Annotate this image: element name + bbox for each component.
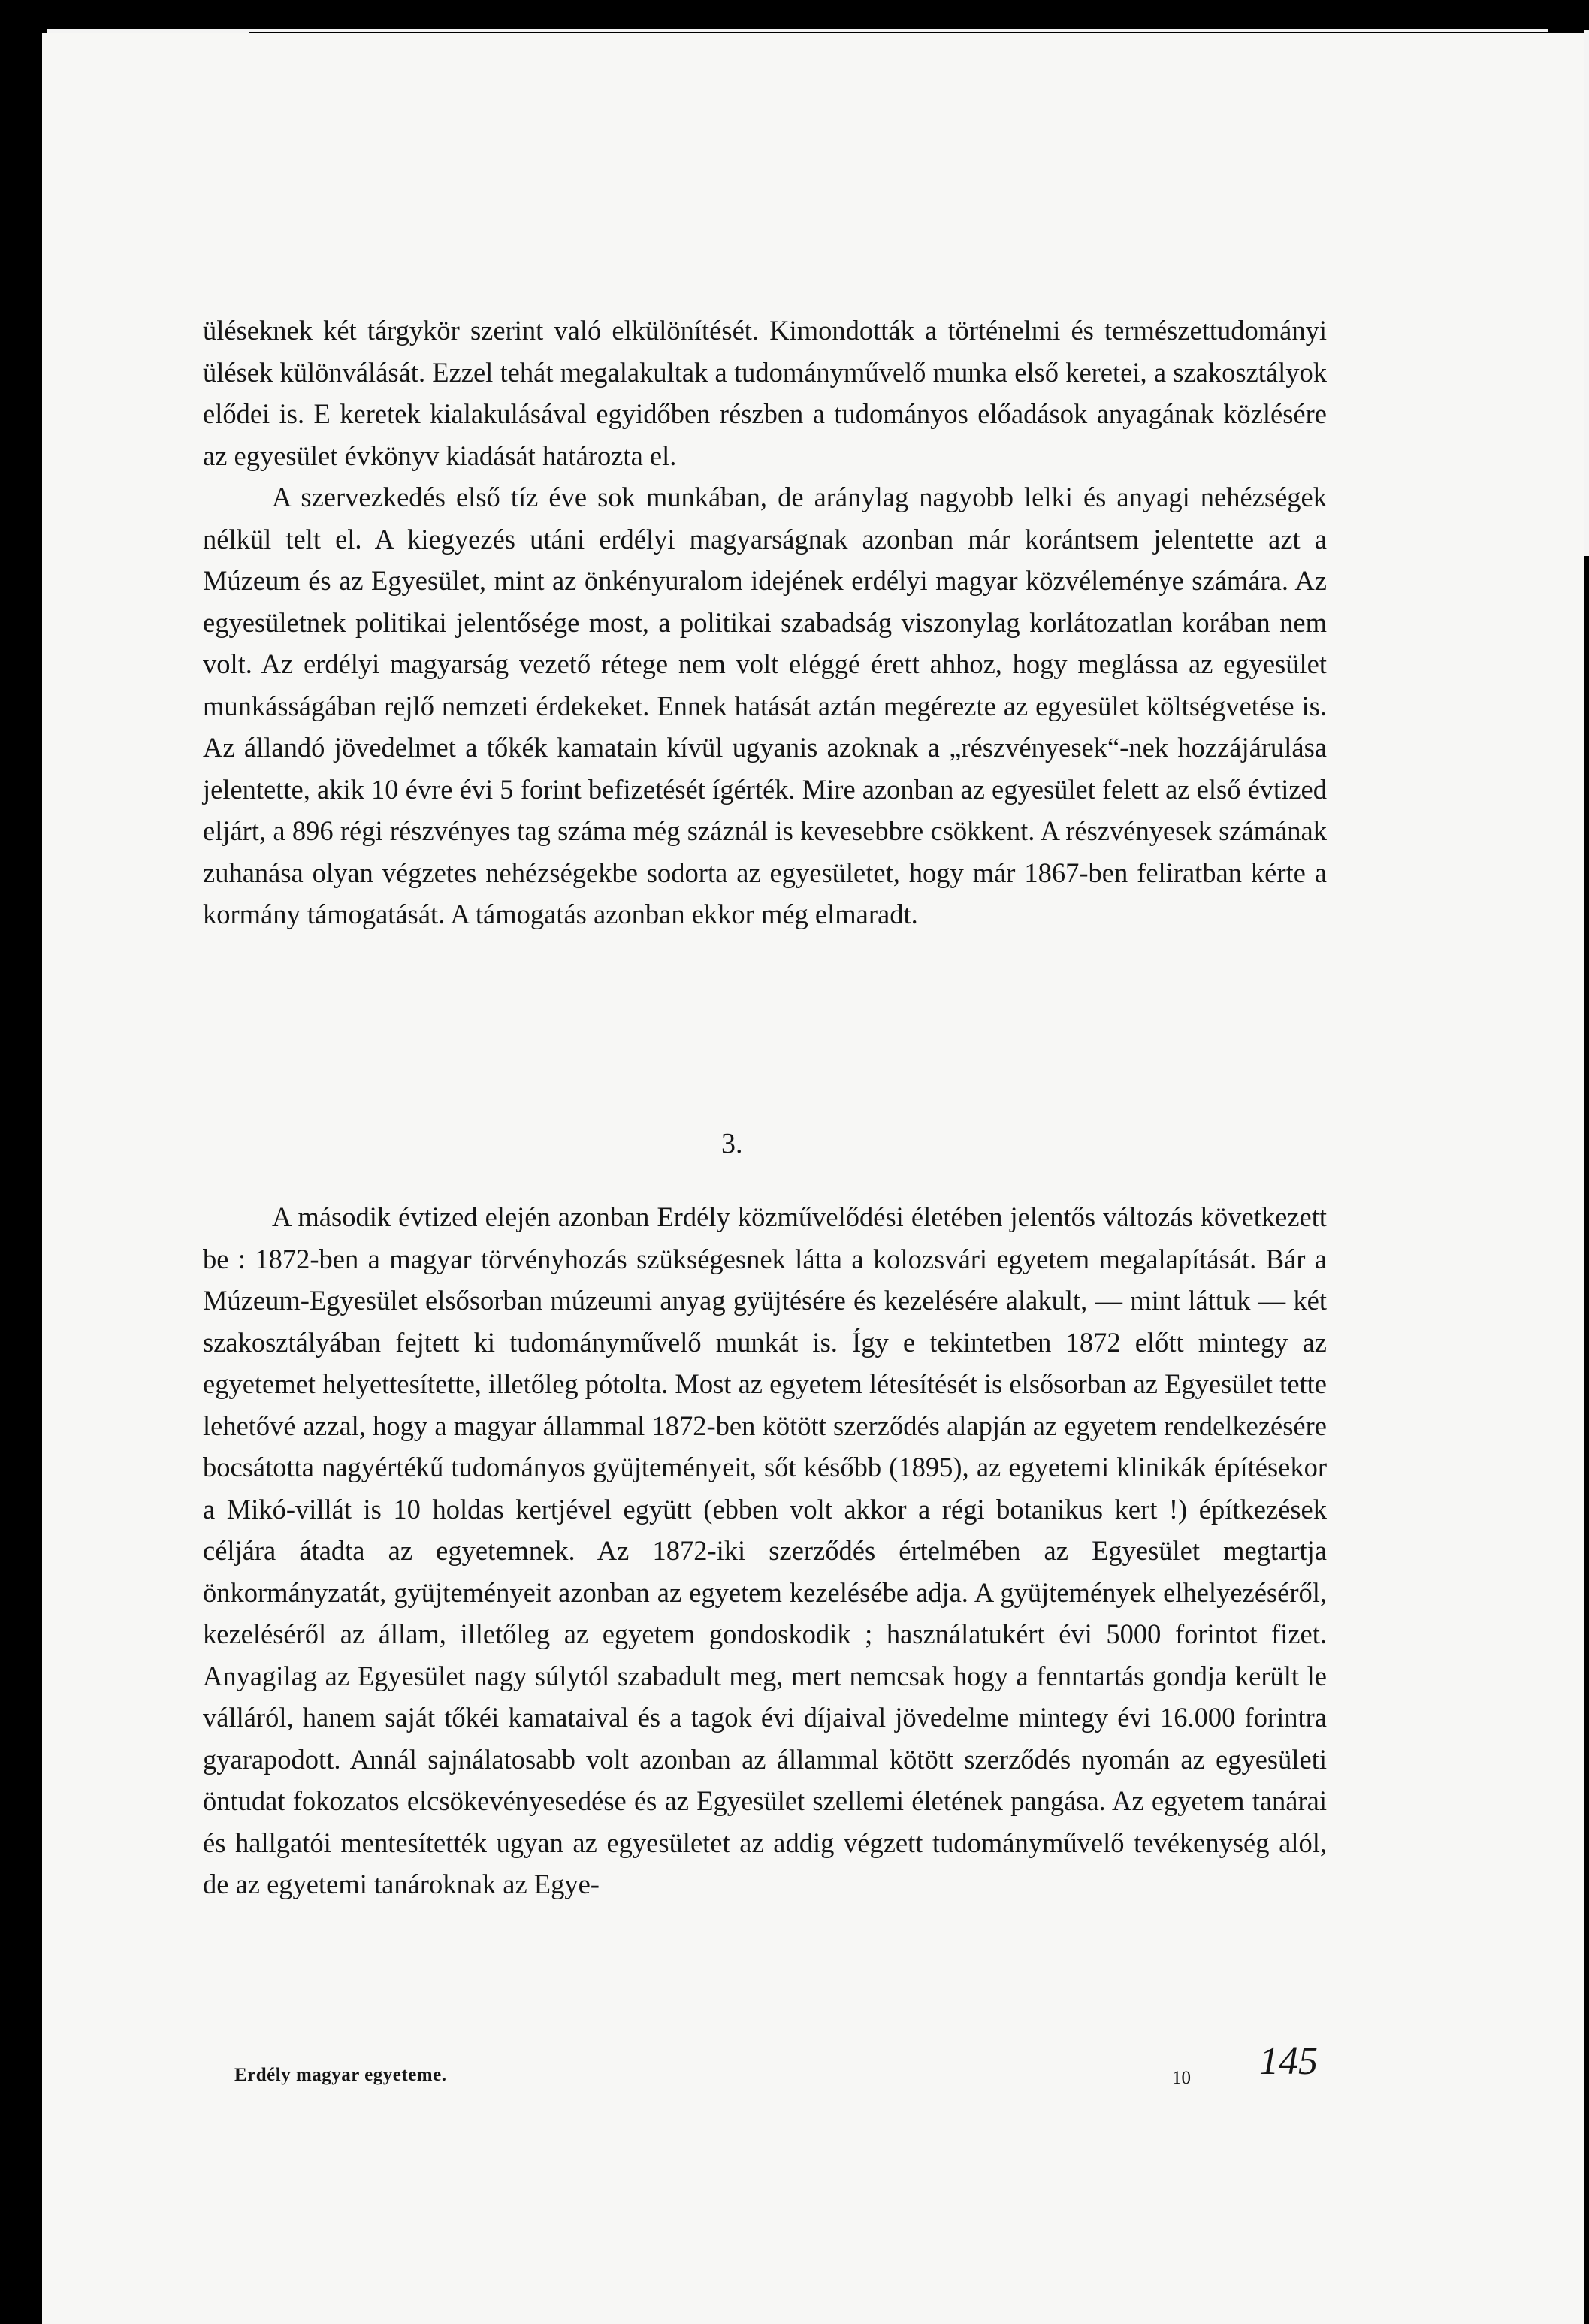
running-footer-title: Erdély magyar egyeteme. [234,2065,447,2085]
paragraph-1: üléseknek két tárgykör szerint való elkülönítését. Kimondották a történelmi és természettudományi ülések különválását. Ezzel tehát megalakultak a tudományművelő munka első keretei, a szakosztályok elődei is. E keretek kialakulásával egyidőben részben a tudományos előadások anyagának közlésére az egyesület évkönyv kiadását határozta el. [203,315,1327,471]
body-text-section-3 [203,1196,1327,1905]
page-number: 145 [1259,2040,1318,2083]
scan-right-edge [1584,30,1589,556]
scan-top-edge [47,29,1548,32]
body-text-section-2-end [203,310,1327,935]
section-heading-number: 3. [721,1128,743,1159]
paragraph-2: A szervezkedés első tíz éve sok munkában, de aránylag nagyobb lelki és anyagi nehézségek nélkül telt el. A kiegyezés utáni erdélyi magyarságnak azonban már korántsem jelentette azt a Múzeum és az Egyesület, mint az önkényuralom idejének erdélyi magyar közvéleménye számára. Az egyesületnek politikai jelentősége most, a politikai szabadság viszonylag korlátozatlan korában nem volt. Az erdélyi magyarság vezető rétege nem volt eléggé érett ahhoz, hogy meglássa az egyesület munkásságában rejlő nemzeti érdekeket. Ennek hatását aztán megérezte az egyesület költségvetése is. Az állandó jövedelmet a tőkék kamatain kívül ugyanis azoknak a „részvényesek“-nek hozzájárulása jelentette, akik 10 évre évi 5 forint befizetését ígérték. Mire azonban az egyesület felett az első évtized eljárt, a 896 régi részvényes tag száma még száznál is kevesebbre csökkent. A részvényesek számának zuhanása olyan végzetes nehézségekbe sodorta az egyesületet, hogy már 1867-ben feliratban kérte a kormány támogatását. A támogatás azonban ekkor még elmaradt. [203,482,1327,929]
printer-signature-mark: 10 [1172,2068,1191,2088]
paragraph-3: A második évtized elején azonban Erdély közművelődési életében jelentős változás következett be : 1872-ben a magyar törvényhozás szükségesnek látta a kolozsvári egyetem megalapítását. Bár a Múzeum-Egyesület elsősorban múzeumi anyag gyüjtésére és kezelésére alakult, — mint láttuk — két szakosztályában fejtett ki tudományművelő munkát is. Így e tekintetben 1872 előtt mintegy az egyetemet helyettesítette, illetőleg pótolta. Most az egyetem létesítését is elsősorban az Egyesület tette lehetővé azzal, hogy a magyar állammal 1872-ben kötött szerződés alapján az egyetem rendelkezésére bocsátotta nagyértékű tudományos gyüjteményeit, sőt később (1895), az egyetemi klinikák építésekor a Mikó-villát is 10 holdas kertjével együtt (ebben volt akkor a régi botanikus kert !) építkezések céljára átadta az egyetemnek. Az 1872-iki szerződés értelmében az Egyesület megtartja önkormányzatát, gyüjteményeit azonban az egyetem kezelésébe adja. A gyüjtemények elhelyezéséről, kezeléséről az állam, illetőleg az egyetem gondoskodik ; használatukért évi 5000 forintot fizet. Anyagilag az Egyesület nagy súlytól szabadult meg, mert nemcsak hogy a fenntartás gondja került le válláról, hanem saját tőkéi kamataival és a tagok évi díjaival jövedelme mintegy évi 16.000 forintra gyarapodott. Annál sajnálatosabb volt azonban az állammal kötött szerződés nyomán az egyesületi öntudat fokozatos elcsökevényesedése és az Egyesület szellemi életének pangása. Az egyetem tanárai és hallgatói mentesítették ugyan az egyesületet az addig végzett tudományművelő tevékenység alól, de az egyetemi tanároknak az Egye- [203,1201,1328,1899]
